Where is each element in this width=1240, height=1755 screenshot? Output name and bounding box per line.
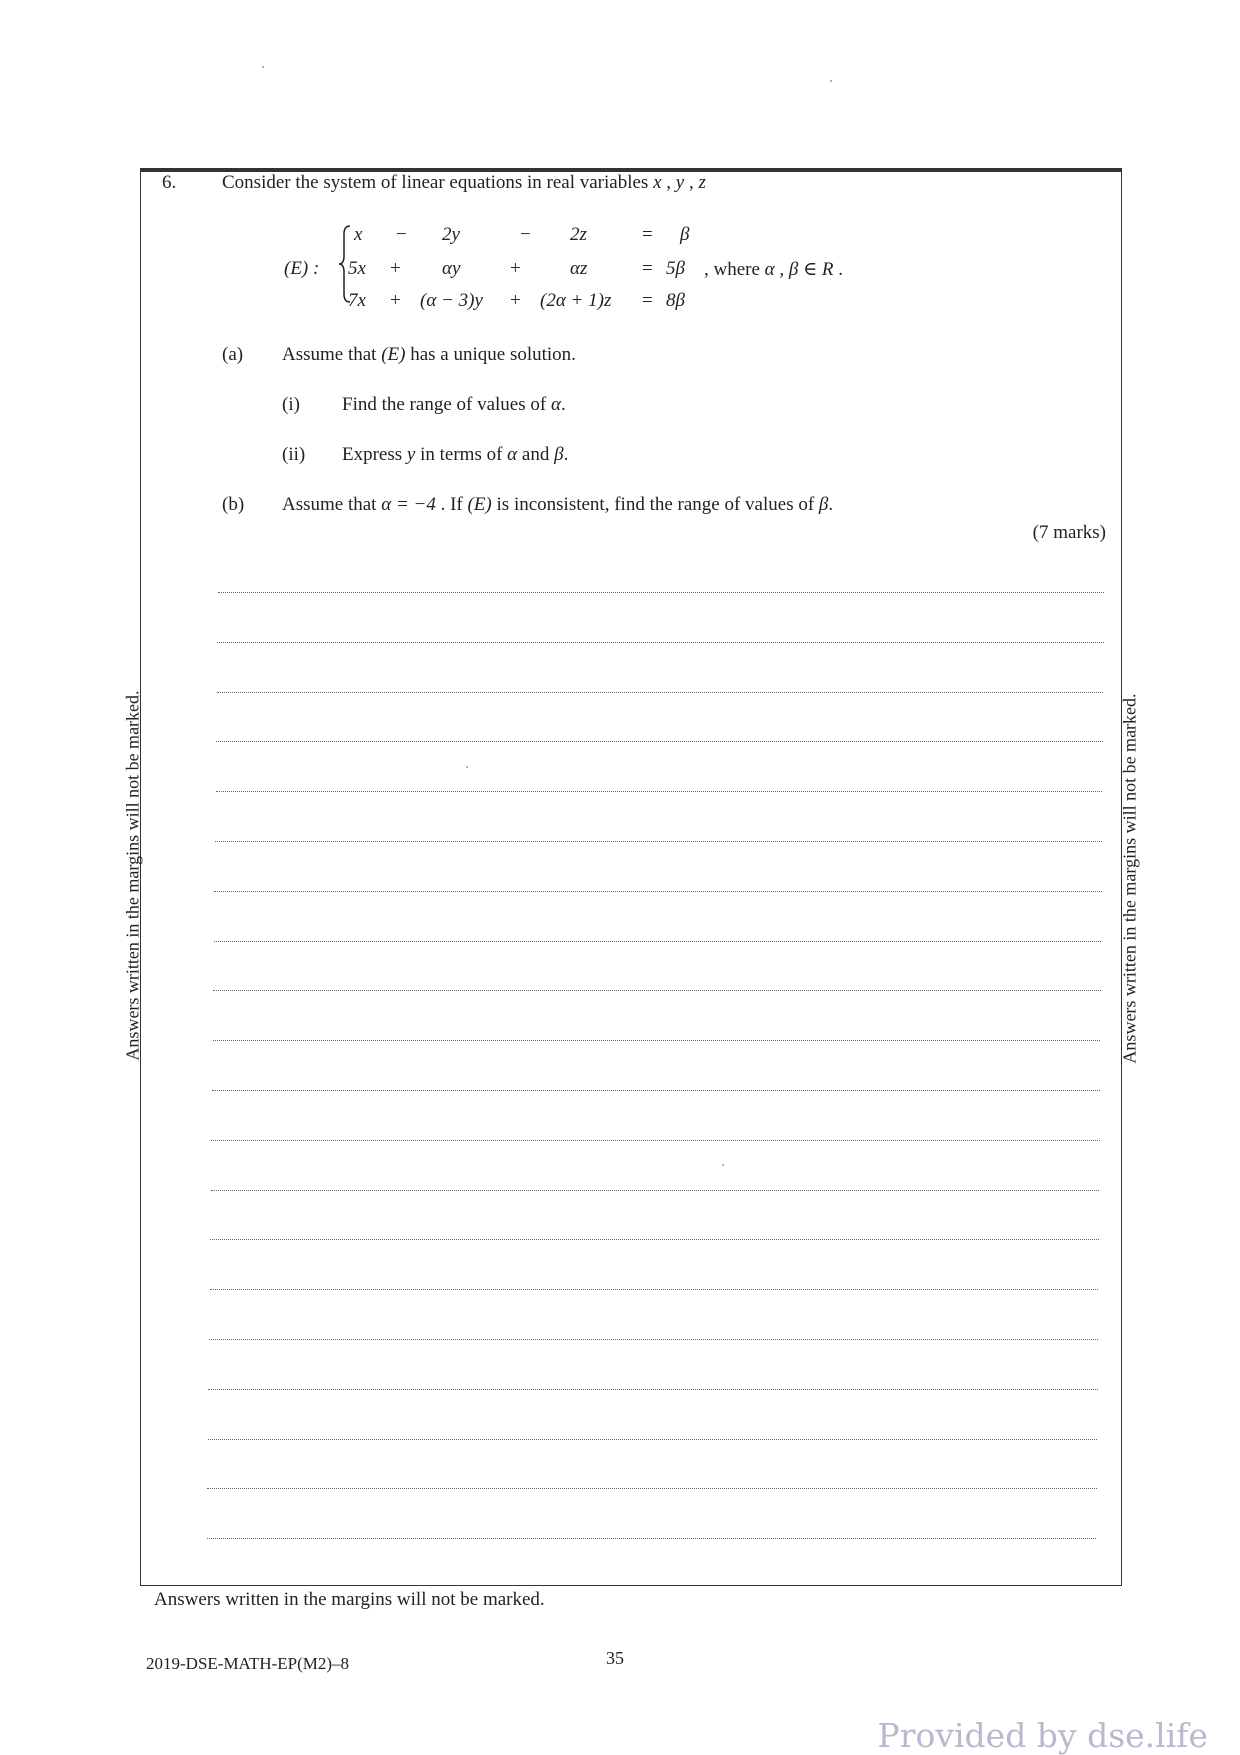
system-label: (E) : [284, 258, 320, 279]
where-end: . [838, 259, 844, 280]
eq3-term1: 7x [348, 290, 366, 311]
answer-line[interactable] [212, 1090, 1100, 1091]
answer-line[interactable] [213, 990, 1101, 991]
margin-note-right: Answers written in the margins will not be marked. [1119, 693, 1140, 1064]
eq2-term1: 5x [348, 258, 366, 279]
answer-line[interactable] [216, 791, 1103, 792]
eq2-term3: αz [570, 258, 588, 279]
part-a-ii-text: Express y in terms of α and β. [342, 444, 569, 465]
part-a-label: (a) [222, 344, 244, 365]
eq2-equals: = [642, 258, 653, 279]
answer-line[interactable] [213, 1040, 1101, 1041]
stem-variables: x , y , z [653, 172, 706, 193]
paper-code: 2019-DSE-MATH-EP(M2)–8 [146, 1654, 350, 1673]
answer-line[interactable] [207, 1488, 1097, 1489]
eq1-equals: = [642, 224, 653, 245]
part-a-i-label: (i) [282, 394, 300, 415]
part-a-ii-label: (ii) [282, 444, 306, 465]
marks-allocation: (7 marks) [1032, 522, 1106, 543]
answer-line[interactable] [217, 642, 1103, 643]
question-number: 6. [162, 172, 177, 193]
eq3-op2: + [510, 290, 521, 311]
scan-speck [830, 80, 832, 82]
eq3-term2: (α − 3)y [420, 290, 483, 311]
where-variables: α , β ∈ R [764, 259, 834, 280]
answer-line[interactable] [208, 1389, 1097, 1390]
answer-line[interactable] [214, 891, 1101, 892]
eq3-op1: + [390, 290, 401, 311]
watermark-link[interactable]: Provided by dse.life [877, 1716, 1208, 1755]
eq3-equals: = [642, 290, 653, 311]
answer-line[interactable] [211, 1190, 1099, 1191]
margin-note-left: Answers written in the margins will not be marked. [122, 690, 143, 1061]
answer-line[interactable] [208, 1439, 1097, 1440]
eq3-rhs: 8β [666, 290, 685, 311]
eq1-op2: − [520, 224, 531, 245]
answer-frame [140, 168, 1122, 1586]
page-number: 35 [606, 1648, 624, 1668]
eq2-term2: αy [442, 258, 461, 279]
answer-line[interactable] [210, 1239, 1099, 1240]
eq1-term2: 2y [442, 224, 460, 245]
answer-line[interactable] [210, 1289, 1099, 1290]
part-a-text: Assume that (E) has a unique solution. [282, 344, 576, 365]
answer-line[interactable] [207, 1538, 1097, 1539]
where-clause [704, 258, 843, 281]
eq2-op2: + [510, 258, 521, 279]
answer-line[interactable] [211, 1140, 1099, 1141]
question-stem [222, 172, 706, 194]
eq3-term3: (2α + 1)z [540, 290, 612, 311]
answer-line[interactable] [217, 692, 1103, 693]
part-a-i-text: Find the range of values of α. [342, 394, 566, 415]
answer-line[interactable] [216, 741, 1103, 742]
eq2-op1: + [390, 258, 401, 279]
part-b-text: Assume that α = −4 . If (E) is inconsistent, find the range of values of β. [282, 494, 834, 515]
eq1-term1: x [354, 224, 363, 245]
answer-line[interactable] [214, 941, 1101, 942]
eq1-term3: 2z [570, 224, 587, 245]
where-text: , where [704, 259, 760, 280]
answer-line[interactable] [215, 841, 1102, 842]
bottom-margin-note: Answers written in the margins will not be marked. [154, 1589, 545, 1610]
part-b-label: (b) [222, 494, 245, 515]
eq1-rhs: β [680, 224, 690, 245]
answer-line[interactable] [218, 592, 1104, 593]
scan-speck [262, 66, 264, 68]
eq2-rhs: 5β [666, 258, 685, 279]
stem-text: Consider the system of linear equations in real variables [222, 172, 649, 193]
answer-line[interactable] [209, 1339, 1098, 1340]
eq1-op1: − [396, 224, 407, 245]
